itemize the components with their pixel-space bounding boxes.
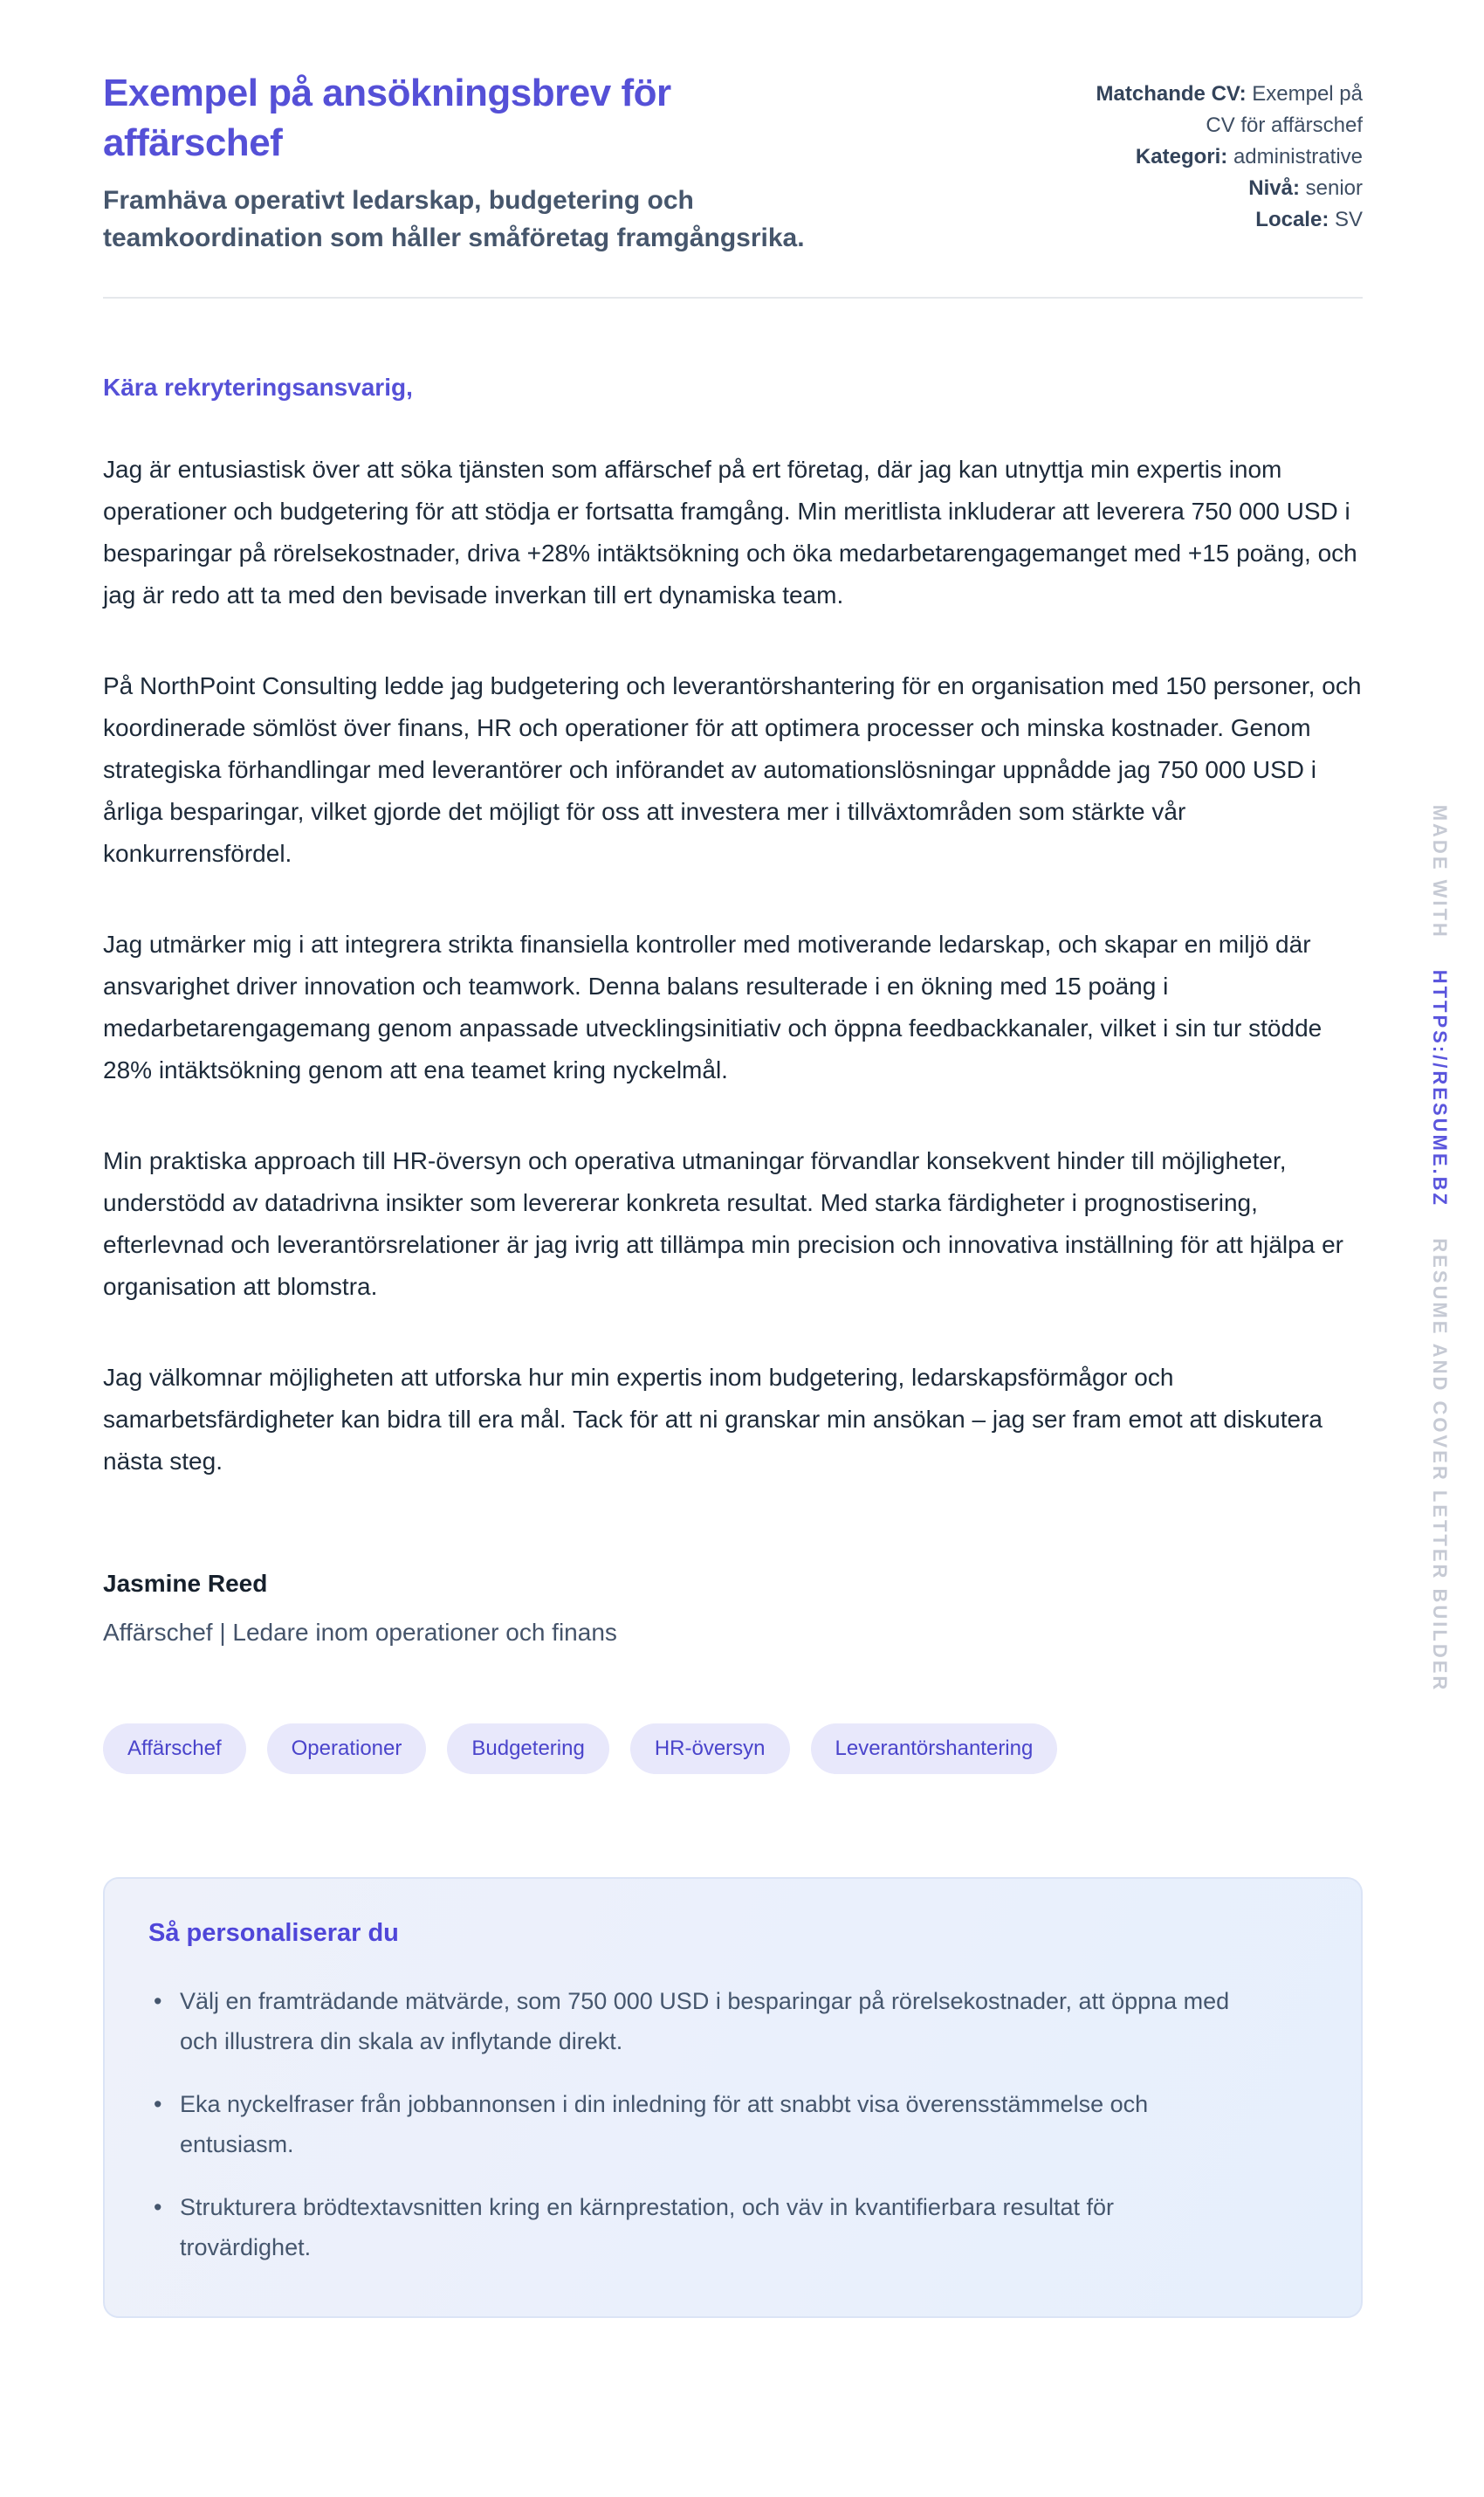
personalize-heading: Så personaliserar du	[148, 1919, 399, 1947]
letter-body	[103, 374, 1363, 2318]
watermark	[1428, 805, 1451, 1693]
page-title: Exempel på ansökningsbrev för affärschef	[103, 72, 671, 164]
letter-paragraph-2: På NorthPoint Consulting ledde jag budgetering och leverantörshantering för en organisation med 150 personer, och koordinerade sömlöst över finans, HR och operationer för att optimera processer och minska kostnader. Genom strategiska förhandlingar med leverantörer och införandet av automationslösningar uppnådde jag 750 000 USD i årliga besparingar, vilket gjorde det möjligt för oss att investera mer i tillväxtområden som stärkte vår konkurrensfördel.	[103, 672, 1362, 867]
meta-category	[1092, 141, 1363, 173]
meta-category-label: Kategori:	[1135, 145, 1228, 169]
personalize-tip-1: • Välj en framträdande mätvärde, som 750 000 USD i besparingar på rörelsekostnader, att öppna med och illustrera din skala av inflytande direkt.	[148, 1981, 1231, 2061]
meta-matching-cv-link[interactable]: Exempel på CV för affärschef	[1206, 82, 1363, 137]
tag-list	[103, 1723, 1363, 1774]
page-subtitle: Framhäva operativt ledarskap, budgetering och teamkoordination som håller småföretag framgångsrika.	[103, 186, 805, 252]
meta-level	[1092, 173, 1363, 204]
meta-level-label: Nivå:	[1248, 176, 1300, 200]
meta-level-value: senior	[1305, 176, 1363, 200]
tag-pill-leverantorshantering[interactable]: Leverantörshantering	[811, 1723, 1058, 1774]
signature-name: Jasmine Reed	[103, 1570, 268, 1597]
meta-category-value: administrative	[1233, 145, 1363, 169]
letter-paragraph-5: Jag välkomnar möjligheten att utforska hur min expertis inom budgetering, ledarskapsförmågor och samarbetsfärdigheter kan bidra till era mål. Tack för att ni granskar min ansökan – jag ser fram emot att diskutera nästa steg.	[103, 1364, 1323, 1475]
meta-locale	[1092, 204, 1363, 236]
tag-pill-hr-oversyn[interactable]: HR-översyn	[630, 1723, 790, 1774]
personalize-tip-list	[148, 1981, 1317, 2267]
letter-greeting: Kära rekryteringsansvarig,	[103, 374, 413, 401]
header-divider	[103, 297, 1363, 299]
watermark-made-with: MADE WITH	[1429, 804, 1451, 939]
signature-title: Affärschef | Ledare inom operationer och finans	[103, 1619, 617, 1646]
header	[103, 68, 1363, 257]
tag-pill-affarschef[interactable]: Affärschef	[103, 1723, 246, 1774]
meta-locale-value: SV	[1334, 208, 1363, 231]
watermark-link[interactable]: HTTPS://RESUME.BZ	[1429, 969, 1451, 1208]
personalize-tip-3: • Strukturera brödtextavsnitten kring en kärnprestation, och väv in kvantifierbara resultat för trovärdighet.	[148, 2187, 1231, 2267]
signature-block	[103, 1570, 1363, 1647]
letter-paragraph-3: Jag utmärker mig i att integrera strikta finansiella kontroller med motiverande ledarskap, och skapar en miljö där ansvarighet driver innovation och teamwork. Denna balans resulterade i en ökning med 15 poäng i medarbetarengagemang genom anpassade utvecklingsinitiativ och öppna feedbackkanaler, vilket i sin tur stödde 28% intäktsökning genom att ena teamet kring nyckelmål.	[103, 931, 1323, 1083]
watermark-tagline: RESUME AND COVER LETTER BUILDER	[1429, 1238, 1451, 1693]
meta-matching-cv-label: Matchande CV:	[1096, 82, 1247, 106]
personalize-tip-2: • Eka nyckelfraser från jobbannonsen i din inledning för att snabbt visa överensstämmelse och entusiasm.	[148, 2084, 1231, 2164]
header-title-block	[103, 68, 819, 257]
personalize-callout	[103, 1877, 1363, 2318]
tag-pill-budgetering[interactable]: Budgetering	[447, 1723, 608, 1774]
meta-panel	[1092, 79, 1363, 236]
letter-paragraph-4: Min praktiska approach till HR-översyn och operativa utmaningar förvandlar konsekvent hinder till möjligheter, understödd av datadrivna insikter som levererar konkreta resultat. Med starka färdigheter i prognostisering, efterlevnad och leverantörsrelationer är jag ivrig att tillämpa min precision och innovativa inställning för att hjälpa er organisation att blomstra.	[103, 1147, 1343, 1300]
meta-locale-label: Locale:	[1255, 208, 1329, 231]
letter-paragraph-1: Jag är entusiastisk över att söka tjänsten som affärschef på ert företag, där jag kan utnyttja min expertis inom operationer och budgetering för att stödja er fortsatta framgång. Min meritlista inkluderar att leverera 750 000 USD i besparingar på rörelsekostnader, driva +28% intäktsökning och öka medarbetarengagemanget med +15 poäng, och jag är redo att ta med den bevisade inverkan till ert dynamiska team.	[103, 456, 1357, 609]
tag-pill-operationer[interactable]: Operationer	[267, 1723, 427, 1774]
meta-matching-cv	[1092, 79, 1363, 141]
